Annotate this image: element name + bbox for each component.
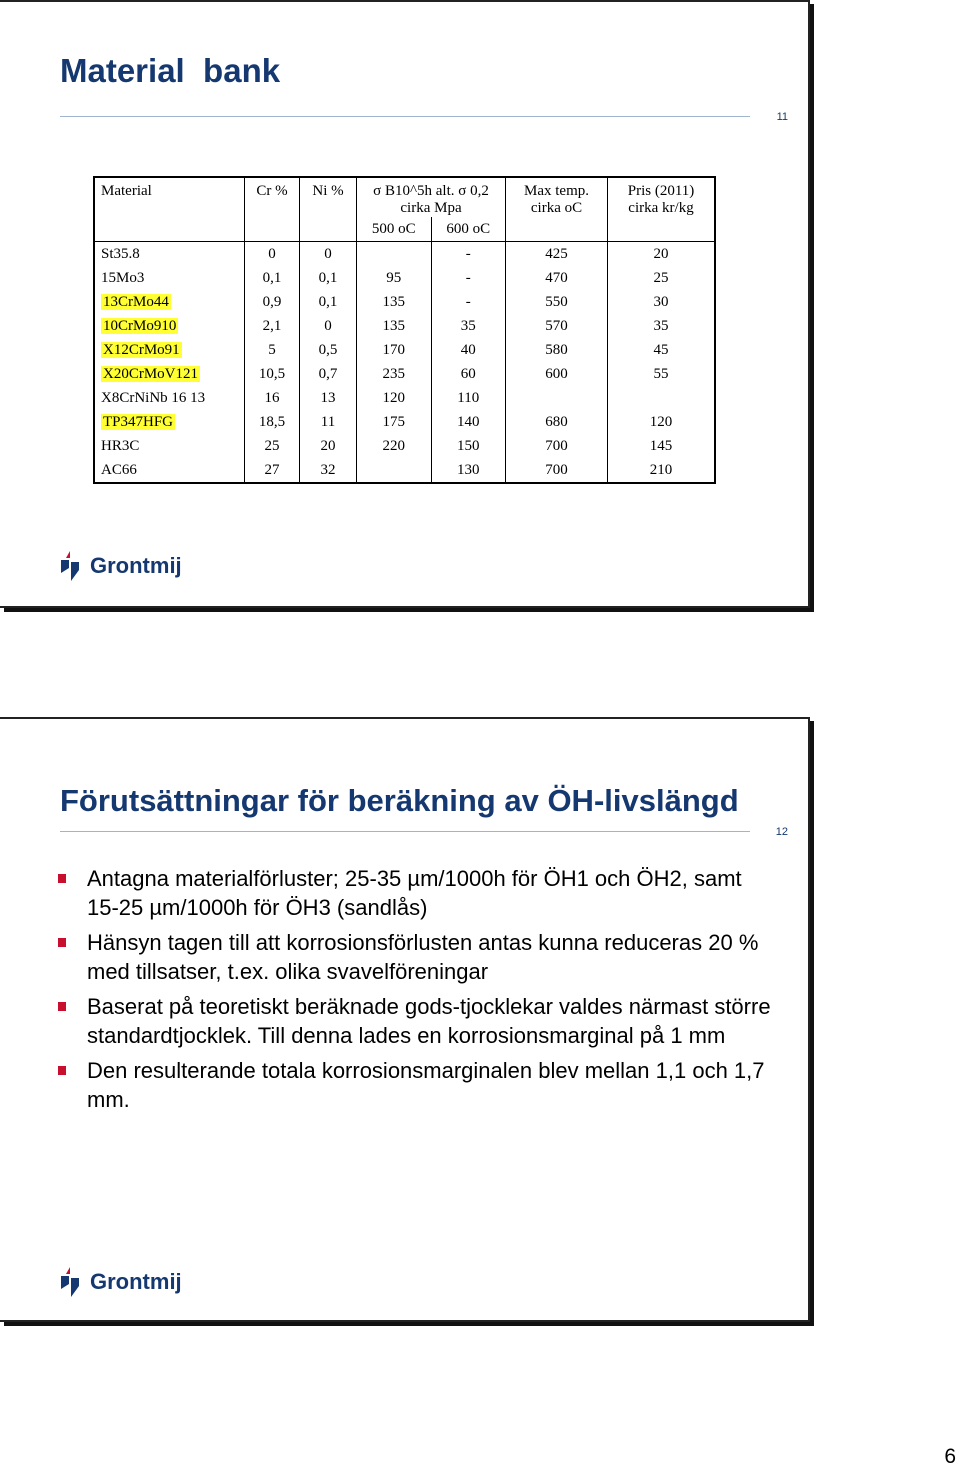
material-table bbox=[93, 176, 716, 484]
table-header-row bbox=[94, 177, 715, 217]
material-cell: TP347HFG bbox=[94, 410, 245, 434]
price-cell: 20 bbox=[653, 245, 669, 262]
table-row bbox=[94, 410, 715, 434]
header-price: Pris (2011) cirka kr/kg bbox=[627, 183, 695, 216]
table-row bbox=[94, 338, 715, 362]
header-max-temp: Max temp. cirka oC bbox=[506, 177, 608, 217]
logo-wordmark: Grontmij bbox=[90, 553, 182, 578]
cr-cell: 0,1 bbox=[245, 266, 300, 290]
cr-cell: 5 bbox=[245, 338, 300, 362]
sigma-600-cell: 110 bbox=[431, 386, 506, 410]
price-cell: 145 bbox=[649, 437, 673, 454]
max-temp-cell: 470 bbox=[506, 266, 608, 290]
price-cell: 30 bbox=[653, 293, 669, 310]
slide-title: Material bank bbox=[60, 52, 281, 89]
header-sigma bbox=[357, 177, 506, 217]
table-row bbox=[94, 266, 715, 290]
table-row bbox=[94, 386, 715, 410]
grontmij-logo bbox=[58, 550, 182, 582]
title-divider bbox=[60, 831, 750, 832]
sigma-500-cell: 120 bbox=[357, 386, 432, 410]
max-temp-cell bbox=[506, 386, 608, 410]
sigma-500-cell: 135 bbox=[357, 290, 432, 314]
square-bullet-icon bbox=[58, 1066, 66, 1075]
header-500c: 500 oC bbox=[357, 217, 432, 242]
ni-cell: 0 bbox=[300, 314, 357, 338]
sigma-600-cell: 60 bbox=[431, 362, 506, 386]
cr-cell: 0 bbox=[245, 242, 300, 267]
table-row bbox=[94, 290, 715, 314]
price-cell: 45 bbox=[653, 341, 669, 358]
cr-cell: 16 bbox=[245, 386, 300, 410]
material-cell: 15Mo3 bbox=[94, 266, 245, 290]
material-cell: AC66 bbox=[94, 458, 245, 483]
ni-cell: 20 bbox=[300, 434, 357, 458]
square-bullet-icon bbox=[58, 938, 66, 947]
cr-cell: 25 bbox=[245, 434, 300, 458]
price-cell: 35 bbox=[653, 317, 669, 334]
max-temp-cell: 550 bbox=[506, 290, 608, 314]
material-cell: 13CrMo44 bbox=[94, 290, 245, 314]
table-row bbox=[94, 242, 715, 267]
cr-cell: 2,1 bbox=[245, 314, 300, 338]
ni-cell: 0,1 bbox=[300, 266, 357, 290]
cr-cell: 18,5 bbox=[245, 410, 300, 434]
price-cell: 25 bbox=[653, 269, 669, 286]
bullet-item: Den resulterande totala korrosionsmarginalen blev mellan 1,1 och 1,7 mm. bbox=[58, 1056, 778, 1114]
table-subheader-row bbox=[94, 217, 715, 242]
table-row bbox=[94, 314, 715, 338]
price-cell: 210 bbox=[649, 461, 673, 478]
cr-cell: 0,9 bbox=[245, 290, 300, 314]
max-temp-cell: 570 bbox=[506, 314, 608, 338]
sigma-500-cell bbox=[357, 242, 432, 267]
material-cell: X12CrMo91 bbox=[94, 338, 245, 362]
cr-cell: 10,5 bbox=[245, 362, 300, 386]
bullet-item: Baserat på teoretiskt beräknade gods-tjocklekar valdes närmast större standardtjocklek. Till denna lades en korrosionsmarginal på 1 mm bbox=[58, 992, 778, 1050]
header-600c: 600 oC bbox=[431, 217, 506, 242]
cr-cell: 27 bbox=[245, 458, 300, 483]
max-temp-cell: 700 bbox=[506, 434, 608, 458]
slide-page-number: 11 bbox=[776, 111, 788, 123]
bullet-item: Antagna materialförluster; 25-35 µm/1000h för ÖH1 och ÖH2, samt 15-25 µm/1000h för ÖH3 (sandlås) bbox=[58, 864, 778, 922]
max-temp-cell: 700 bbox=[506, 458, 608, 483]
material-cell: St35.8 bbox=[94, 242, 245, 267]
header-cr: Cr % bbox=[245, 177, 300, 217]
square-bullet-icon bbox=[58, 1002, 66, 1011]
ni-cell: 0 bbox=[300, 242, 357, 267]
sigma-600-cell: 150 bbox=[431, 434, 506, 458]
ni-cell: 0,1 bbox=[300, 290, 357, 314]
document-page-number: 6 bbox=[944, 1445, 956, 1468]
bullet-list bbox=[58, 864, 778, 1120]
max-temp-cell: 580 bbox=[506, 338, 608, 362]
logo-wordmark: Grontmij bbox=[90, 1269, 182, 1294]
sigma-600-cell: 130 bbox=[431, 458, 506, 483]
ni-cell: 11 bbox=[300, 410, 357, 434]
sigma-600-cell: - bbox=[431, 266, 506, 290]
ni-cell: 13 bbox=[300, 386, 357, 410]
sigma-500-cell: 170 bbox=[357, 338, 432, 362]
table-row bbox=[94, 434, 715, 458]
sigma-600-cell: 40 bbox=[431, 338, 506, 362]
price-cell: 120 bbox=[649, 413, 673, 430]
slide-12 bbox=[0, 717, 810, 1322]
sigma-500-cell: 220 bbox=[357, 434, 432, 458]
sigma-600-cell: 140 bbox=[431, 410, 506, 434]
header-ni: Ni % bbox=[300, 177, 357, 217]
slide-11 bbox=[0, 0, 810, 608]
material-cell: 10CrMo910 bbox=[94, 314, 245, 338]
sigma-500-cell bbox=[357, 458, 432, 483]
bullet-item: Hänsyn tagen till att korrosionsförlusten antas kunna reduceras 20 % med tillsatser, t.ex. olika svavelföreningar bbox=[58, 928, 778, 986]
sigma-500-cell: 95 bbox=[357, 266, 432, 290]
grontmij-logo bbox=[58, 1266, 182, 1298]
sigma-600-cell: - bbox=[431, 242, 506, 267]
ni-cell: 32 bbox=[300, 458, 357, 483]
slide-page-number: 12 bbox=[775, 826, 788, 838]
ni-cell: 0,5 bbox=[300, 338, 357, 362]
header-material: Material bbox=[94, 177, 245, 217]
sigma-500-cell: 235 bbox=[357, 362, 432, 386]
material-cell: HR3C bbox=[94, 434, 245, 458]
material-cell: X20CrMoV121 bbox=[94, 362, 245, 386]
max-temp-cell: 680 bbox=[506, 410, 608, 434]
ni-cell: 0,7 bbox=[300, 362, 357, 386]
slide-title: Förutsättningar för beräkning av ÖH-livslängd bbox=[60, 783, 739, 818]
square-bullet-icon bbox=[58, 874, 66, 883]
grontmij-logo-icon bbox=[58, 1266, 82, 1298]
material-cell: X8CrNiNb 16 13 bbox=[94, 386, 245, 410]
sigma-500-cell: 135 bbox=[357, 314, 432, 338]
max-temp-cell: 600 bbox=[506, 362, 608, 386]
table-row bbox=[94, 362, 715, 386]
sigma-600-cell: - bbox=[431, 290, 506, 314]
max-temp-cell: 425 bbox=[506, 242, 608, 267]
sigma-500-cell: 175 bbox=[357, 410, 432, 434]
grontmij-logo-icon bbox=[58, 550, 82, 582]
price-cell: 55 bbox=[653, 365, 669, 382]
price-cell bbox=[608, 386, 716, 410]
header-sigma-text: σ B10^5h alt. σ 0,2 cirka Mpa bbox=[373, 183, 489, 216]
title-divider bbox=[60, 116, 750, 117]
table-row bbox=[94, 458, 715, 483]
sigma-600-cell: 35 bbox=[431, 314, 506, 338]
